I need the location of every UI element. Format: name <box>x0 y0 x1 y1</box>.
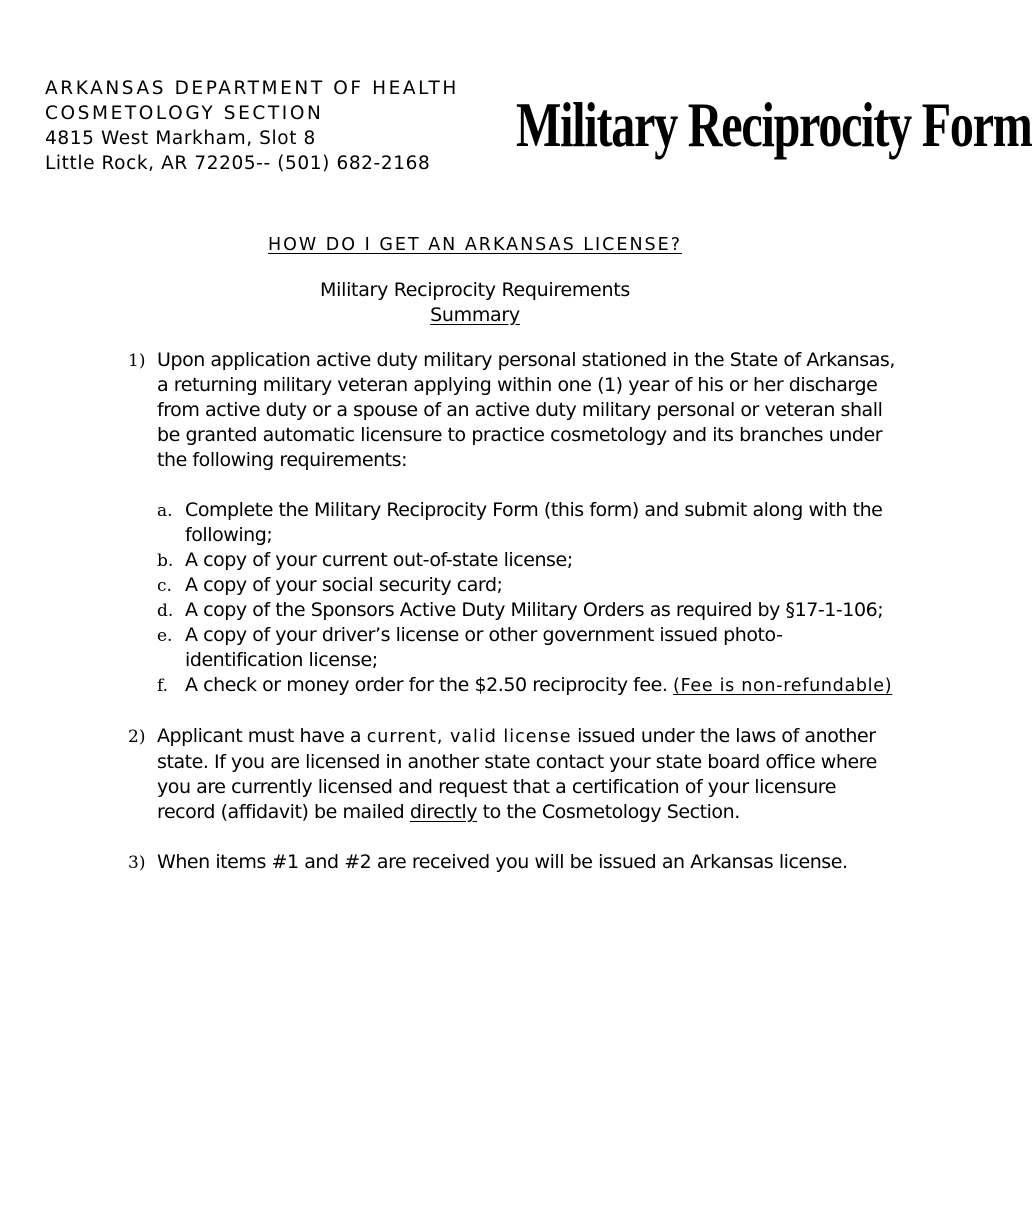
address-block <box>45 76 459 176</box>
sub-requirement-letter: b. <box>157 551 174 571</box>
sub-requirement-text: A copy of your current out-of-state license; <box>185 549 573 571</box>
requirement-text: Upon application active duty military personal stationed in the State of Arkansas, a returning military veteran applying within one (1) year of his or her discharge from active duty or a spouse of an active duty military personal or veteran shall be granted automatic licensure to practice cosmetology and its branches under the following requirements: <box>157 349 895 471</box>
sub-requirement-letter: f. <box>157 676 169 696</box>
main-heading <box>0 233 950 257</box>
requirements-list <box>0 348 950 875</box>
subheading-title: Military Reciprocity Requirements <box>320 279 630 301</box>
sub-requirement-text: A copy of your social security card; <box>185 574 503 596</box>
requirement-number: 3) <box>128 853 146 873</box>
main-heading-text: HOW DO I GET AN ARKANSAS LICENSE? <box>267 235 682 255</box>
sub-requirement-f <box>0 673 900 699</box>
requirement-text-end: to the Cosmetology Section. <box>477 801 740 823</box>
sub-requirement-b <box>0 548 900 573</box>
section-name: COSMETOLOGY SECTION <box>45 103 324 124</box>
sub-requirement-c <box>0 573 900 598</box>
fee-note: (Fee is non-refundable) <box>673 676 893 696</box>
sub-requirement-text: A copy of your driver’s license or other government issued photo-identification license; <box>185 624 783 671</box>
requirement-number: 2) <box>128 727 146 747</box>
requirement-text-start: Applicant must have a <box>157 725 367 747</box>
sub-requirement-letter: a. <box>157 501 173 521</box>
sub-requirement-text: Complete the Military Reciprocity Form (this form) and submit along with the following; <box>185 499 883 546</box>
subheading <box>0 278 950 328</box>
city-phone: Little Rock, AR 72205-- (501) 682-2168 <box>45 153 431 174</box>
requirement-3 <box>0 850 897 875</box>
sub-requirement-text: A check or money order for the $2.50 reciprocity fee. <box>185 674 674 696</box>
sub-requirement-text: A copy of the Sponsors Active Duty Military Orders as required by §17-1-106; <box>185 599 884 621</box>
form-title: Military Reciprocity Form <box>516 90 1032 161</box>
sub-requirement-d <box>0 598 900 623</box>
requirement-number: 1) <box>128 351 146 371</box>
requirement-text-middle: issued under the laws of another state. If you are licensed in another state contact your state board office where you are currently licensed and request that a certification of your licensure record (affidavit) be mailed <box>157 725 877 823</box>
sub-requirement-letter: e. <box>157 626 173 646</box>
department-name: ARKANSAS DEPARTMENT OF HEALTH <box>45 78 459 99</box>
requirement-1 <box>0 348 897 473</box>
sub-requirement-letter: d. <box>157 601 174 621</box>
street-address: 4815 West Markham, Slot 8 <box>45 128 316 149</box>
subheading-summary: Summary <box>430 304 520 326</box>
directly-underlined: directly <box>409 801 478 823</box>
requirement-2 <box>0 724 897 825</box>
requirement-text: When items #1 and #2 are received you will be issued an Arkansas license. <box>157 851 848 873</box>
current-valid-license: current, valid license <box>366 727 572 747</box>
sub-requirement-letter: c. <box>157 576 172 596</box>
sub-requirement-e <box>0 623 900 673</box>
sub-requirement-a <box>0 498 900 548</box>
